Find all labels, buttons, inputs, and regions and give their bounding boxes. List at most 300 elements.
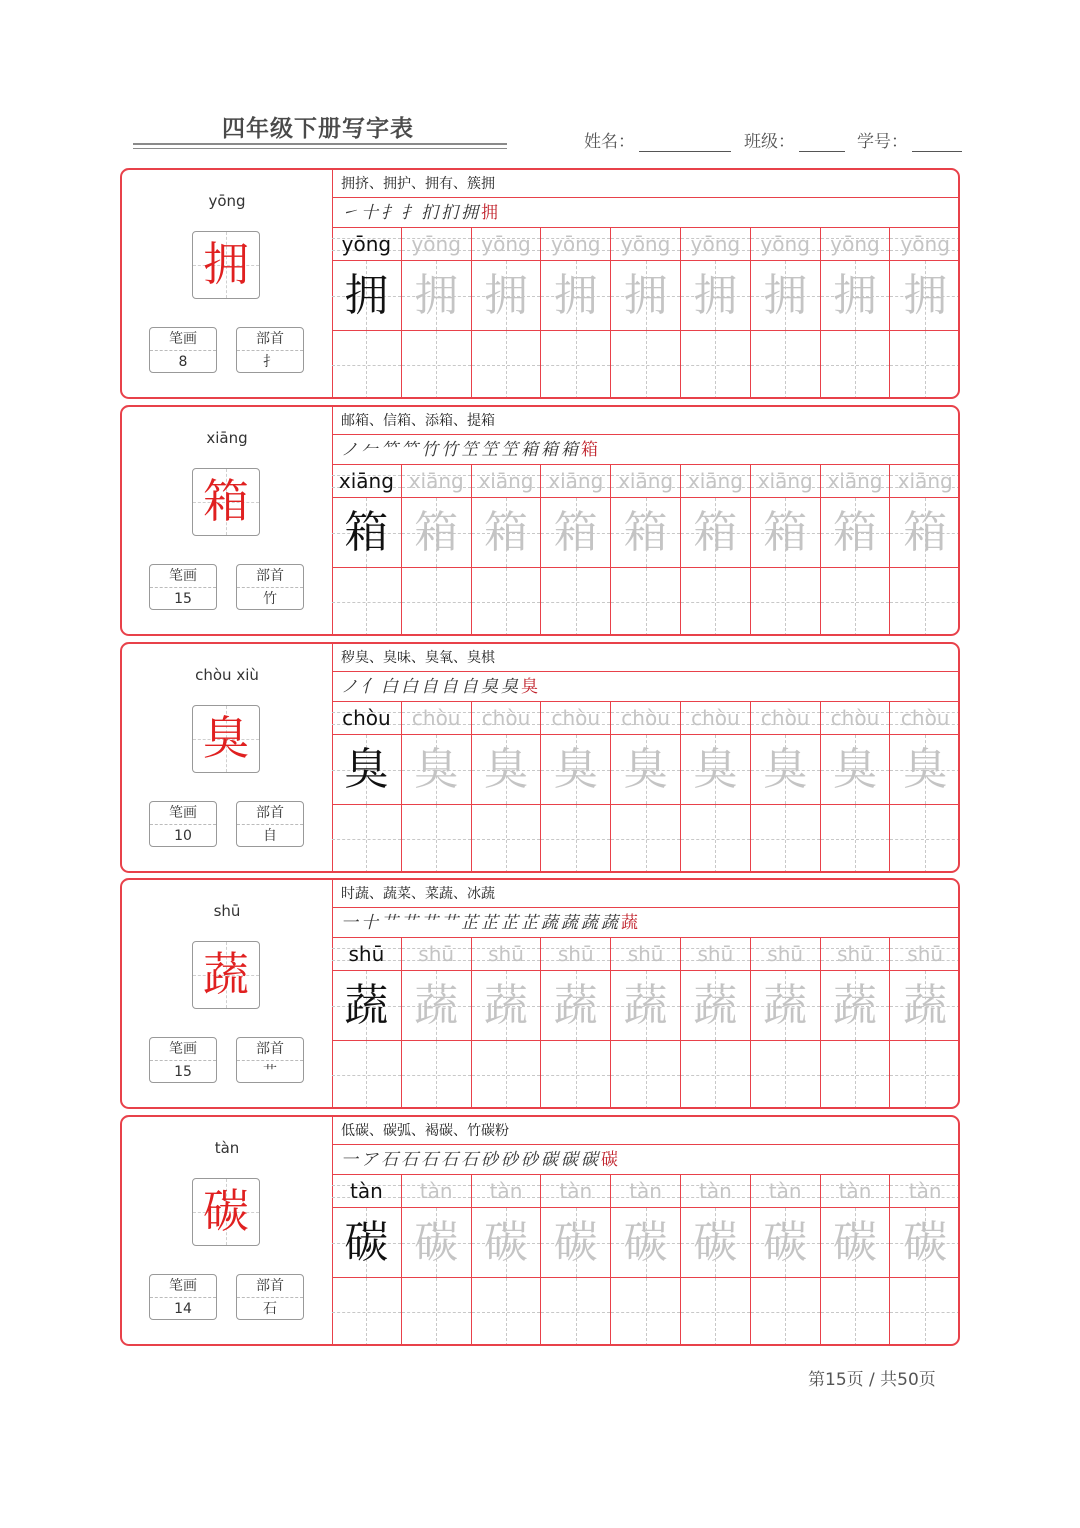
character-cell[interactable]	[821, 498, 891, 568]
pinyin-cell[interactable]	[890, 702, 960, 735]
character-glyph: 臭	[203, 711, 249, 765]
stroke-step: 艹	[381, 913, 401, 933]
pinyin-trace: shū	[557, 942, 594, 966]
stroke-step: 十	[361, 913, 381, 933]
pinyin-cell[interactable]	[821, 228, 891, 261]
pinyin-cell[interactable]	[821, 1175, 891, 1208]
pinyin-cell[interactable]	[681, 228, 751, 261]
character-cell[interactable]	[611, 261, 681, 331]
blank-cell[interactable]	[611, 805, 681, 873]
blank-cell[interactable]	[472, 805, 542, 873]
character-model: 臭	[344, 744, 389, 795]
character-trace: 碳	[414, 1217, 459, 1268]
stroke-step: 𥫗	[401, 440, 421, 460]
blank-cell[interactable]	[681, 1278, 751, 1346]
blank-cell[interactable]	[611, 1278, 681, 1346]
character-cell[interactable]	[751, 1208, 821, 1278]
stroke-step: 笁	[461, 440, 481, 460]
pinyin-trace: yōng	[620, 232, 671, 256]
pinyin-trace: tàn	[419, 1179, 453, 1203]
character-cell[interactable]	[402, 1208, 472, 1278]
pinyin-trace: chòu	[621, 706, 670, 730]
stroke-count-value: 15	[174, 591, 192, 607]
pinyin-trace: tàn	[559, 1179, 593, 1203]
character-model: 蔬	[344, 980, 389, 1031]
blank-cell[interactable]	[681, 568, 751, 636]
pinyin-cell[interactable]	[611, 702, 681, 735]
blank-cell[interactable]	[332, 805, 402, 873]
character-cell[interactable]	[611, 498, 681, 568]
pinyin-cell[interactable]	[332, 228, 402, 261]
pinyin-model: shū	[348, 942, 385, 966]
stroke-step: 十	[361, 203, 381, 223]
stroke-step: 扌	[381, 203, 401, 223]
example-words: 秽臭、臭味、臭氧、臭棋	[332, 644, 960, 672]
blank-cell[interactable]	[890, 568, 960, 636]
character-info-panel	[122, 880, 333, 1107]
pinyin-cell[interactable]	[751, 938, 821, 971]
character-trace: 箱	[693, 507, 738, 558]
character-trace: 臭	[832, 744, 877, 795]
pinyin-trace: chòu	[481, 706, 531, 730]
stroke-step: 扌	[401, 203, 421, 223]
pinyin-cell[interactable]	[751, 228, 821, 261]
blank-cell[interactable]	[821, 1041, 891, 1109]
pinyin-trace: xiāng	[618, 469, 674, 493]
blank-cell[interactable]	[611, 1041, 681, 1109]
pinyin-trace: tàn	[768, 1179, 802, 1203]
pinyin-cell[interactable]	[611, 1175, 681, 1208]
name-field[interactable]	[584, 127, 731, 152]
stroke-step: 芷	[501, 913, 521, 933]
blank-cell[interactable]	[541, 1278, 611, 1346]
blank-cell[interactable]	[402, 1041, 472, 1109]
stroke-step: 石	[461, 1150, 481, 1170]
blank-cell[interactable]	[821, 568, 891, 636]
stroke-count-label: 笔画	[150, 1038, 216, 1061]
stroke-step: 一	[341, 913, 361, 933]
pinyin-trace: shū	[837, 942, 873, 966]
pinyin-cell[interactable]	[541, 938, 611, 971]
character-trace: 臭	[483, 744, 528, 795]
pinyin-trace: xiāng	[408, 469, 464, 493]
stroke-step: 艹	[421, 913, 441, 933]
pinyin-trace: chòu	[900, 706, 950, 730]
character-cell[interactable]	[751, 261, 821, 331]
character-pinyin: chòu xiù	[195, 666, 259, 684]
blank-cell[interactable]	[402, 568, 472, 636]
blank-cell[interactable]	[611, 331, 681, 399]
pinyin-model: tàn	[350, 1179, 383, 1203]
character-trace: 拥	[903, 270, 948, 321]
blank-cell[interactable]	[402, 331, 472, 399]
stroke-step: 蔬	[621, 913, 641, 933]
class-field[interactable]	[744, 127, 845, 152]
character-cell[interactable]	[611, 735, 681, 805]
character-cell[interactable]	[402, 735, 472, 805]
character-cell[interactable]	[332, 1208, 402, 1278]
stroke-step: 竹	[441, 440, 461, 460]
character-cell[interactable]	[541, 1208, 611, 1278]
blank-cell[interactable]	[890, 805, 960, 873]
character-pinyin: tàn	[214, 1139, 240, 1157]
pinyin-trace: chòu	[830, 706, 880, 730]
character-cell[interactable]	[541, 735, 611, 805]
stroke-step: 自	[421, 677, 441, 697]
character-trace: 碳	[693, 1217, 738, 1268]
blank-cell[interactable]	[751, 1041, 821, 1109]
character-trace: 箱	[763, 507, 808, 558]
pinyin-trace: yōng	[690, 232, 741, 256]
pinyin-cell[interactable]	[541, 465, 611, 498]
character-cell[interactable]	[751, 971, 821, 1041]
pinyin-cell[interactable]	[751, 702, 821, 735]
blank-cell[interactable]	[332, 568, 402, 636]
radical-box	[236, 1037, 304, 1083]
radical-label: 部首	[237, 565, 303, 588]
blank-cell[interactable]	[821, 805, 891, 873]
pinyin-trace: tàn	[489, 1179, 523, 1203]
stroke-step: 芷	[521, 913, 541, 933]
practice-panel	[332, 1117, 960, 1344]
character-model: 箱	[344, 507, 389, 558]
character-trace: 拥	[763, 270, 808, 321]
pinyin-cell[interactable]	[541, 702, 611, 735]
pinyin-trace: tàn	[629, 1179, 662, 1203]
character-pinyin: shū	[213, 902, 241, 920]
stroke-step: 臭	[521, 677, 541, 697]
stroke-step: 芷	[461, 913, 481, 933]
blank-cell[interactable]	[681, 331, 751, 399]
pinyin-model: yōng	[341, 232, 392, 256]
blank-cell[interactable]	[541, 805, 611, 873]
character-box	[192, 941, 260, 1009]
stroke-step: 箱	[541, 440, 561, 460]
pinyin-cell[interactable]	[332, 1175, 402, 1208]
pinyin-trace: shū	[627, 942, 664, 966]
character-cell[interactable]	[821, 1208, 891, 1278]
blank-cell[interactable]	[611, 568, 681, 636]
pinyin-cell[interactable]	[402, 938, 472, 971]
pinyin-cell[interactable]	[402, 228, 472, 261]
pinyin-trace: yōng	[900, 232, 950, 256]
student-id-label: 学号：	[857, 132, 908, 152]
pinyin-cell[interactable]	[890, 938, 960, 971]
name-label: 姓名：	[584, 132, 635, 152]
character-box	[192, 705, 260, 773]
character-cell[interactable]	[541, 261, 611, 331]
radical-value: 扌	[263, 354, 277, 370]
pinyin-cell[interactable]	[890, 228, 960, 261]
character-box	[192, 231, 260, 299]
stroke-count-label: 笔画	[150, 565, 216, 588]
practice-panel	[332, 170, 960, 397]
pinyin-trace: chòu	[760, 706, 810, 730]
character-info-panel	[122, 1117, 333, 1344]
page-title: 四年级下册写字表	[222, 116, 414, 142]
radical-box	[236, 801, 304, 847]
stroke-count-label: 笔画	[150, 802, 216, 825]
character-trace: 蔬	[832, 980, 877, 1031]
blank-cell[interactable]	[751, 568, 821, 636]
character-trace: 臭	[553, 744, 598, 795]
character-cell[interactable]	[681, 498, 751, 568]
example-words: 时蔬、蔬菜、菜蔬、冰蔬	[332, 880, 960, 908]
pinyin-cell[interactable]	[611, 465, 681, 498]
blank-cell[interactable]	[541, 331, 611, 399]
radical-value: 艹	[263, 1064, 277, 1080]
stroke-step: 箱	[521, 440, 541, 460]
character-trace: 拥	[483, 270, 528, 321]
blank-cell[interactable]	[402, 805, 472, 873]
student-id-field[interactable]	[857, 127, 962, 152]
character-cell[interactable]	[681, 735, 751, 805]
stroke-step: 扪	[441, 203, 461, 223]
stroke-step: 自	[461, 677, 481, 697]
blank-cell[interactable]	[541, 568, 611, 636]
character-glyph: 箱	[203, 474, 249, 528]
blank-cell[interactable]	[402, 1278, 472, 1346]
stroke-step: 臭	[501, 677, 521, 697]
character-cell[interactable]	[472, 1208, 542, 1278]
class-label: 班级：	[744, 132, 795, 152]
character-box	[192, 1178, 260, 1246]
character-trace: 臭	[763, 744, 808, 795]
character-trace: 蔬	[483, 980, 528, 1031]
pinyin-cell[interactable]	[681, 465, 751, 498]
pinyin-trace: xiāng	[687, 469, 743, 493]
stroke-step: 𠂉	[361, 440, 381, 460]
blank-cell[interactable]	[332, 1041, 402, 1109]
character-cell[interactable]	[681, 261, 751, 331]
blank-cell[interactable]	[681, 805, 751, 873]
title-underline	[133, 143, 507, 145]
pinyin-cell[interactable]	[332, 938, 402, 971]
character-glyph: 拥	[203, 237, 249, 291]
character-trace: 臭	[414, 744, 459, 795]
page-number: 第15页 / 共50页	[808, 1370, 936, 1390]
stroke-step: 白	[401, 677, 421, 697]
character-cell[interactable]	[751, 735, 821, 805]
pinyin-cell[interactable]	[821, 702, 891, 735]
character-cell[interactable]	[890, 735, 960, 805]
stroke-step: 箱	[581, 440, 601, 460]
stroke-step: 碳	[561, 1150, 581, 1170]
pinyin-cell[interactable]	[890, 465, 960, 498]
pinyin-trace: yōng	[481, 232, 531, 256]
stroke-step: 笁	[481, 440, 501, 460]
character-box	[192, 468, 260, 536]
character-cell[interactable]	[890, 261, 960, 331]
character-cell[interactable]	[402, 971, 472, 1041]
radical-box	[236, 1274, 304, 1320]
stroke-step: 石	[381, 1150, 401, 1170]
example-words: 拥挤、拥护、拥有、簇拥	[332, 170, 960, 198]
pinyin-cell[interactable]	[751, 1175, 821, 1208]
character-cell[interactable]	[472, 735, 542, 805]
pinyin-cell[interactable]	[472, 1175, 542, 1208]
character-trace: 碳	[483, 1217, 528, 1268]
blank-cell[interactable]	[332, 1278, 402, 1346]
character-cell[interactable]	[402, 261, 472, 331]
character-cell[interactable]	[821, 261, 891, 331]
stroke-count-box	[149, 801, 217, 847]
blank-cell[interactable]	[821, 331, 891, 399]
pinyin-cell[interactable]	[681, 938, 751, 971]
pinyin-cell[interactable]	[541, 1175, 611, 1208]
blank-cell[interactable]	[751, 1278, 821, 1346]
example-words: 低碳、碳弧、褐碳、竹碳粉	[332, 1117, 960, 1145]
stroke-step: 石	[441, 1150, 461, 1170]
blank-cell[interactable]	[472, 331, 542, 399]
stroke-count-value: 14	[174, 1301, 192, 1317]
blank-cell[interactable]	[472, 1278, 542, 1346]
stroke-step: 碳	[541, 1150, 561, 1170]
radical-label: 部首	[237, 1038, 303, 1061]
radical-value: 自	[263, 828, 277, 844]
stroke-order-sequence	[332, 908, 960, 938]
stroke-step: 砂	[501, 1150, 521, 1170]
pinyin-trace: xiāng	[478, 469, 534, 493]
stroke-step: 芷	[481, 913, 501, 933]
stroke-step: 艹	[401, 913, 421, 933]
stroke-order-sequence	[332, 435, 960, 465]
practice-panel	[332, 880, 960, 1107]
radical-box	[236, 327, 304, 373]
radical-value: 竹	[263, 591, 277, 607]
character-cell[interactable]	[681, 971, 751, 1041]
character-pinyin: yōng	[208, 192, 246, 210]
blank-cell[interactable]	[890, 1041, 960, 1109]
stroke-step: ア	[361, 1150, 381, 1170]
radical-label: 部首	[237, 1275, 303, 1298]
pinyin-cell[interactable]	[472, 465, 542, 498]
blank-cell[interactable]	[751, 805, 821, 873]
character-cell[interactable]	[681, 1208, 751, 1278]
pinyin-trace: shū	[488, 942, 524, 966]
pinyin-cell[interactable]	[611, 228, 681, 261]
stroke-step: 碳	[601, 1150, 621, 1170]
character-cell[interactable]	[890, 971, 960, 1041]
character-cell[interactable]	[541, 971, 611, 1041]
stroke-step: 石	[421, 1150, 441, 1170]
character-cell[interactable]	[611, 1208, 681, 1278]
character-trace: 蔬	[693, 980, 738, 1031]
pinyin-cell[interactable]	[890, 1175, 960, 1208]
character-trace: 蔬	[763, 980, 808, 1031]
blank-cell[interactable]	[890, 1278, 960, 1346]
pinyin-cell[interactable]	[681, 1175, 751, 1208]
stroke-count-box	[149, 564, 217, 610]
pinyin-cell[interactable]	[821, 938, 891, 971]
blank-cell[interactable]	[890, 331, 960, 399]
character-trace: 蔬	[903, 980, 948, 1031]
pinyin-trace: shū	[907, 942, 944, 966]
character-cell[interactable]	[332, 971, 402, 1041]
practice-panel	[332, 644, 960, 871]
radical-box	[236, 564, 304, 610]
character-trace: 臭	[903, 744, 948, 795]
pinyin-cell[interactable]	[821, 465, 891, 498]
pinyin-cell[interactable]	[472, 228, 542, 261]
pinyin-trace: shū	[418, 942, 455, 966]
pinyin-cell[interactable]	[611, 938, 681, 971]
character-info-panel	[122, 170, 333, 397]
character-trace: 碳	[832, 1217, 877, 1268]
pinyin-cell[interactable]	[402, 702, 472, 735]
character-model: 碳	[344, 1217, 389, 1268]
character-cell[interactable]	[402, 498, 472, 568]
stroke-step: ノ	[341, 440, 361, 460]
stroke-step: 蔬	[541, 913, 561, 933]
character-cell[interactable]	[611, 971, 681, 1041]
character-cell[interactable]	[472, 971, 542, 1041]
character-cell[interactable]	[821, 971, 891, 1041]
stroke-step: 石	[401, 1150, 421, 1170]
pinyin-trace: yōng	[551, 232, 601, 256]
stroke-step: 笁	[501, 440, 521, 460]
blank-cell[interactable]	[681, 1041, 751, 1109]
pinyin-trace: xiāng	[897, 469, 953, 493]
character-trace: 箱	[903, 507, 948, 558]
blank-cell[interactable]	[821, 1278, 891, 1346]
blank-cell[interactable]	[472, 568, 542, 636]
pinyin-cell[interactable]	[541, 228, 611, 261]
pinyin-cell[interactable]	[472, 702, 542, 735]
character-cell[interactable]	[821, 735, 891, 805]
pinyin-cell[interactable]	[472, 938, 542, 971]
pinyin-cell[interactable]	[751, 465, 821, 498]
character-cell[interactable]	[751, 498, 821, 568]
character-trace: 蔬	[623, 980, 668, 1031]
character-cell[interactable]	[332, 498, 402, 568]
pinyin-trace: chòu	[551, 706, 601, 730]
character-cell[interactable]	[541, 498, 611, 568]
character-cell[interactable]	[890, 1208, 960, 1278]
pinyin-cell[interactable]	[332, 465, 402, 498]
stroke-step: ㇀	[341, 203, 361, 223]
stroke-step: 𥫗	[381, 440, 401, 460]
stroke-step: 臭	[481, 677, 501, 697]
pinyin-model: chòu	[342, 706, 391, 730]
pinyin-cell[interactable]	[402, 1175, 472, 1208]
character-trace: 拥	[623, 270, 668, 321]
character-trace: 箱	[832, 507, 877, 558]
stroke-step: 蔬	[561, 913, 581, 933]
example-words: 邮箱、信箱、添箱、提箱	[332, 407, 960, 435]
pinyin-cell[interactable]	[332, 702, 402, 735]
stroke-count-label: 笔画	[150, 328, 216, 351]
character-cell[interactable]	[472, 498, 542, 568]
stroke-step: 砂	[521, 1150, 541, 1170]
character-cell[interactable]	[332, 261, 402, 331]
character-cell[interactable]	[472, 261, 542, 331]
character-trace: 蔬	[553, 980, 598, 1031]
character-trace: 箱	[483, 507, 528, 558]
pinyin-cell[interactable]	[681, 702, 751, 735]
character-cell[interactable]	[332, 735, 402, 805]
blank-cell[interactable]	[751, 331, 821, 399]
character-cell[interactable]	[890, 498, 960, 568]
pinyin-trace: tàn	[908, 1179, 942, 1203]
stroke-step: 白	[381, 677, 401, 697]
pinyin-cell[interactable]	[402, 465, 472, 498]
blank-cell[interactable]	[332, 331, 402, 399]
character-trace: 箱	[553, 507, 598, 558]
blank-cell[interactable]	[541, 1041, 611, 1109]
practice-panel	[332, 407, 960, 634]
blank-cell[interactable]	[472, 1041, 542, 1109]
